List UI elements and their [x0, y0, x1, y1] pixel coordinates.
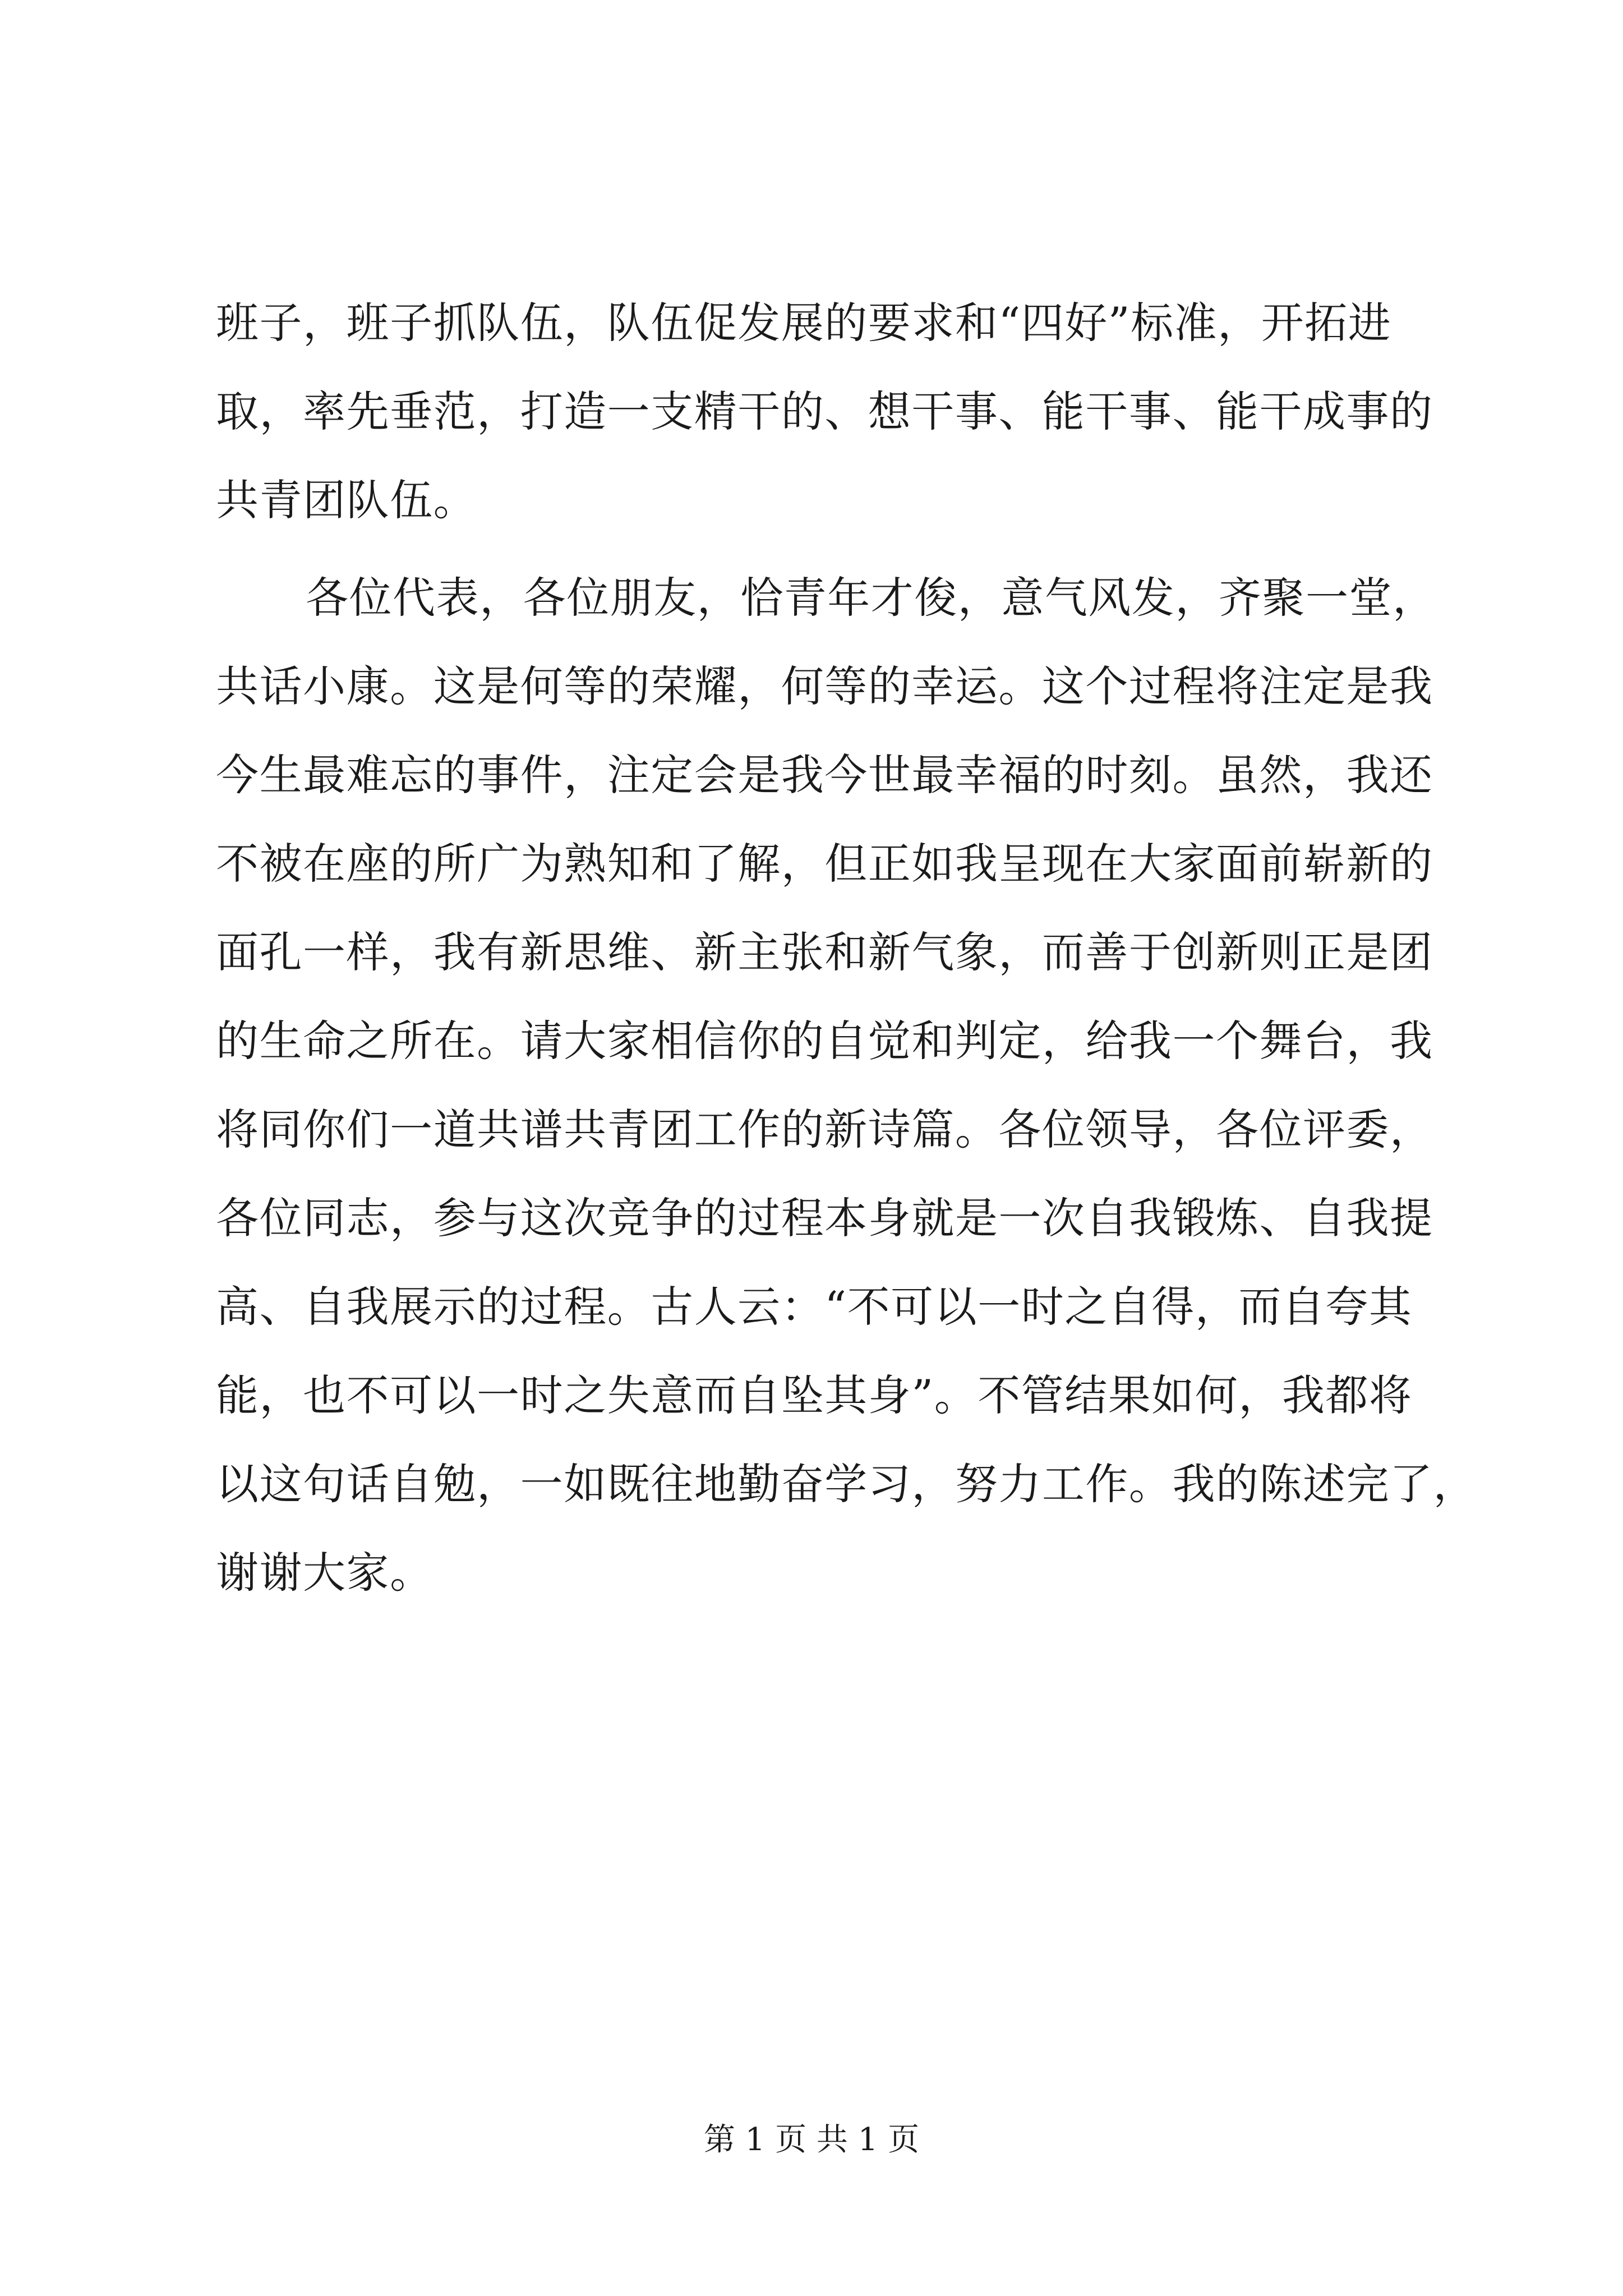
text-line: 取，率先垂范，打造一支精干的、想干事、能干事、能干成事的 [216, 386, 1433, 436]
text-line: 将同你们一道共谱共青团工作的新诗篇。各位领导，各位评委， [216, 1105, 1433, 1154]
text-line: 共青团队伍。 [216, 475, 477, 525]
text-line: 共话小康。这是何等的荣耀，何等的幸运。这个过程将注定是我 [216, 661, 1433, 711]
text-line: 高、自我展示的过程。古人云：“不可以一时之自得，而自夸其 [216, 1282, 1413, 1332]
text-line: 能，也不可以一时之失意而自坠其身”。不管结果如何，我都将 [216, 1370, 1413, 1420]
text-line: 的生命之所在。请大家相信你的自觉和判定，给我一个舞台，我 [216, 1016, 1433, 1066]
text-line: 不被在座的所广为熟知和了解，但正如我呈现在大家面前崭新的 [216, 839, 1433, 889]
text-line: 以这句话自勉，一如既往地勤奋学习，努力工作。我的陈述完了， [216, 1459, 1477, 1509]
text-line: 各位同志，参与这次竞争的过程本身就是一次自我锻炼、自我提 [216, 1193, 1433, 1243]
text-line: 各位代表，各位朋友，恰青年才俊，意气风发，齐聚一堂， [306, 573, 1436, 623]
text-line: 谢谢大家。 [216, 1548, 434, 1598]
text-line: 班子，班子抓队伍，队伍促发展的要求和“四好”标准，开拓进 [216, 298, 1392, 348]
page-number-footer: 第 1 页 共 1 页 [703, 2122, 920, 2158]
text-line: 面孔一样，我有新思维、新主张和新气象，而善于创新则正是团 [216, 927, 1433, 977]
text-line: 今生最难忘的事件，注定会是我今世最幸福的时刻。虽然，我还 [216, 750, 1433, 800]
